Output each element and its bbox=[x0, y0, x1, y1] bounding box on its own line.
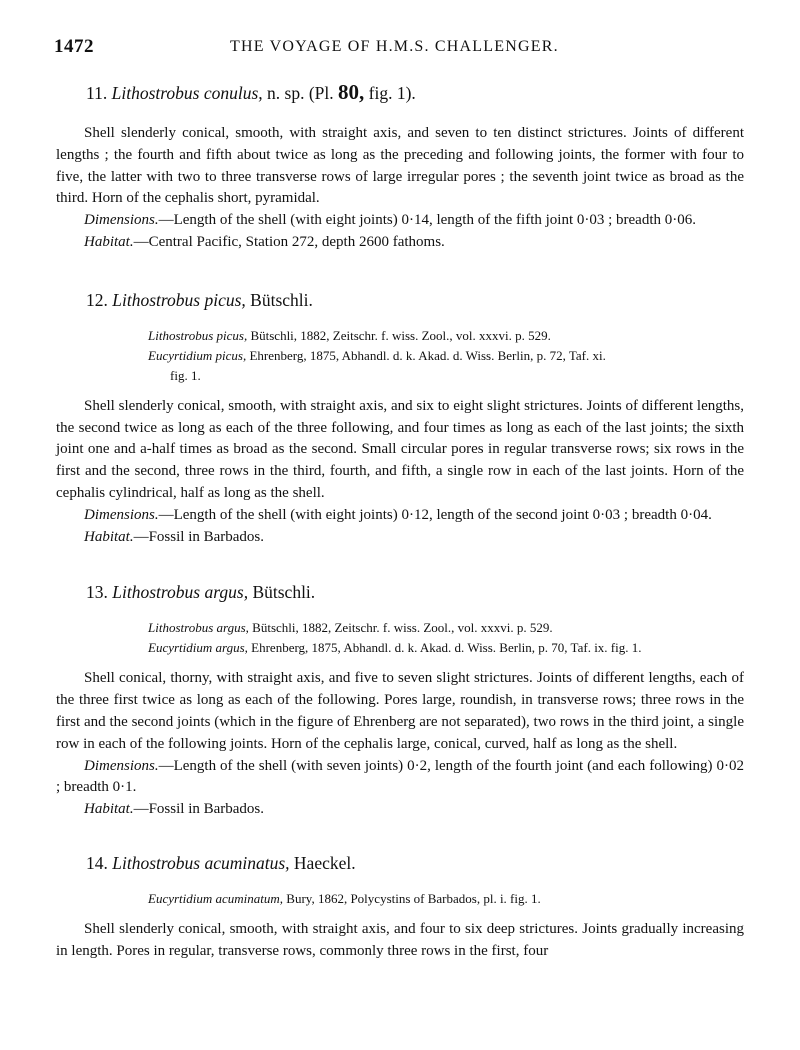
synonym-ref: Bütschli, 1882, Zeitschr. f. wiss. Zool., vol. xxxvi. p. 529. bbox=[250, 327, 551, 343]
synonym-entry bbox=[148, 326, 744, 346]
species-habitat bbox=[56, 799, 744, 821]
running-head bbox=[54, 36, 744, 62]
species-description: Shell conical, thorny, with straight axis, and five to seven slight strictures. Joints of different lengths, each of the three first twice as long as each of the following. Pores large, roundish, in transverse rows; three rows in the first and the second joints (which in the figure of Ehrenberg are not separated), two rows in the third joint, a single row in each of the following joints. Horn of the cephalis large, conical, curved, half as long as the shell. bbox=[56, 670, 744, 752]
species-name: Lithostrobus conulus, bbox=[111, 83, 263, 103]
species-number: 14. bbox=[86, 852, 108, 873]
page-number: 1472 bbox=[54, 36, 94, 57]
species-number: 13. bbox=[86, 582, 108, 603]
dimensions-label: Dimensions. bbox=[84, 506, 159, 523]
species-11 bbox=[56, 80, 744, 254]
species-description: Shell slenderly conical, smooth, with straight axis, and four to six deep strictures. Joints gradually increasing in length. Pores in regular, transverse rows, commonly three rows in the first, four bbox=[56, 920, 744, 959]
synonymy bbox=[148, 889, 744, 909]
synonym-name: Eucyrtidium argus, bbox=[148, 640, 248, 656]
species-authority: Bütschli. bbox=[252, 582, 316, 603]
species-name: Lithostrobus argus, bbox=[112, 582, 249, 603]
species-heading bbox=[86, 80, 744, 105]
dimensions-text: —Length of the shell (with eight joints) 0·14, length of the fifth joint 0·03 ; breadth 0·06. bbox=[158, 212, 696, 229]
running-title: THE VOYAGE OF H.M.S. CHALLENGER. bbox=[230, 38, 559, 55]
species-name: Lithostrobus acuminatus, bbox=[112, 852, 290, 873]
synonym-name: Eucyrtidium picus, bbox=[148, 347, 247, 363]
synonymy bbox=[148, 326, 744, 386]
plate-number: 80, bbox=[338, 80, 365, 104]
species-authority: Haeckel. bbox=[293, 852, 356, 873]
species-12 bbox=[56, 288, 744, 549]
dimensions-text: —Length of the shell (with seven joints) 0·2, length of the fourth joint (and each following) 0·02 ; breadth 0·1. bbox=[56, 757, 744, 796]
species-number: 11. bbox=[86, 83, 108, 103]
synonym-entry bbox=[148, 638, 744, 658]
species-authority: n. sp. (Pl. bbox=[267, 83, 334, 103]
habitat-label: Habitat. bbox=[84, 528, 134, 545]
synonym-ref: Ehrenberg, 1875, Abhandl. d. k. Akad. d. Wiss. Berlin, p. 72, Taf. xi. bbox=[249, 347, 606, 363]
synonym-ref: Ehrenberg, 1875, Abhandl. d. k. Akad. d. Wiss. Berlin, p. 70, Taf. ix. fig. 1. bbox=[251, 640, 642, 656]
habitat-text: —Central Pacific, Station 272, depth 2600 fathoms. bbox=[133, 233, 445, 250]
species-dimensions bbox=[56, 756, 744, 800]
figure-ref: fig. 1). bbox=[368, 83, 416, 103]
species-number: 12. bbox=[86, 289, 108, 310]
synonym-name: Lithostrobus argus, bbox=[148, 620, 249, 636]
species-heading bbox=[86, 288, 744, 312]
species-name: Lithostrobus picus, bbox=[112, 289, 246, 310]
species-dimensions bbox=[56, 210, 744, 232]
dimensions-label: Dimensions. bbox=[84, 757, 159, 774]
synonym-entry bbox=[148, 618, 744, 638]
species-13 bbox=[56, 580, 744, 821]
habitat-label: Habitat. bbox=[84, 233, 134, 250]
habitat-text: —Fossil in Barbados. bbox=[133, 528, 265, 545]
dimensions-label: Dimensions. bbox=[84, 212, 159, 229]
dimensions-text: —Length of the shell (with eight joints) 0·12, length of the second joint 0·03 ; breadth 0·04. bbox=[158, 506, 712, 523]
species-habitat bbox=[56, 527, 744, 549]
synonym-entry bbox=[148, 346, 744, 366]
species-14 bbox=[56, 851, 744, 963]
species-description: Shell slenderly conical, smooth, with straight axis, and seven to ten distinct strictures. Joints of different lengths ; the fourth and fifth about twice as long as the preceding and following joints, the former with four to five, the latter with two to three transverse rows of large irregular pores ; the seventh joint twice as broad as the third. Horn of the cephalis short, pyramidal. bbox=[56, 125, 744, 207]
synonym-name: Lithostrobus picus, bbox=[148, 327, 248, 343]
habitat-text: —Fossil in Barbados. bbox=[133, 801, 265, 818]
synonym-name: Eucyrtidium acuminatum, bbox=[148, 890, 284, 906]
synonym-ref: Bury, 1862, Polycystins of Barbados, pl. i. fig. 1. bbox=[286, 890, 541, 906]
species-heading bbox=[86, 851, 744, 875]
habitat-label: Habitat. bbox=[84, 801, 134, 818]
synonym-ref: Bütschli, 1882, Zeitschr. f. wiss. Zool., vol. xxxvi. p. 529. bbox=[252, 620, 553, 636]
synonym-entry bbox=[148, 889, 744, 909]
synonymy bbox=[148, 618, 744, 658]
synonym-continuation: fig. 1. bbox=[170, 367, 201, 383]
body-text bbox=[56, 80, 744, 963]
species-authority: Bütschli. bbox=[250, 289, 313, 310]
species-description: Shell slenderly conical, smooth, with straight axis, and six to eight slight strictures. Joints of different lengths, the second twice as long as each of the three following, and four times as long as each of the last joints; the sixth joint one and a-half times as broad as the second. Small circular pores in regular transverse rows; six rows in the first and the second, three rows in the third, fourth, and fifth, a single row in each of the last joints. Horn of the cephalis cylindrical, half as long as the shell. bbox=[56, 397, 744, 501]
species-habitat bbox=[56, 232, 744, 254]
species-dimensions bbox=[56, 505, 744, 527]
species-heading bbox=[86, 580, 744, 604]
